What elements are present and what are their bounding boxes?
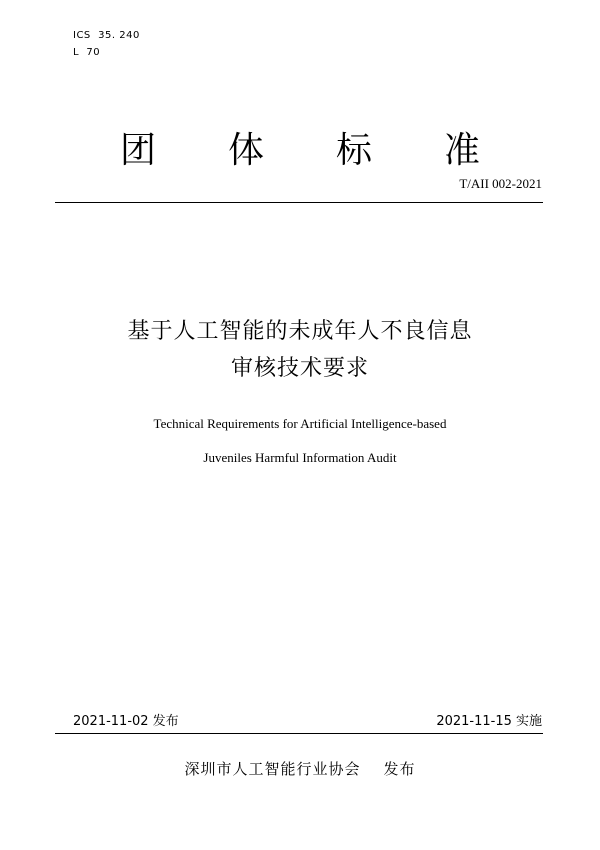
standard-type-heading — [120, 122, 480, 172]
heading-char-1: 团 — [120, 129, 157, 171]
english-title-line-1: Technical Requirements for Artificial Intelligence-based — [153, 416, 447, 431]
heading-char-2: 体 — [227, 129, 264, 171]
heading-char-4: 准 — [443, 129, 480, 171]
standard-number: T/AII 002-2021 — [459, 176, 542, 191]
english-title-line-2: Juveniles Harmful Information Audit — [203, 450, 397, 465]
implementation-date: 2021-11-15 实施 — [436, 714, 542, 729]
chinese-title-line-2: 审核技术要求 — [230, 356, 369, 381]
top-divider — [55, 202, 543, 203]
bottom-divider — [55, 733, 543, 734]
publisher-line: 深圳市人工智能行业协会 发布 — [184, 760, 416, 778]
heading-char-3: 标 — [335, 129, 372, 171]
ccs-code: L 70 — [73, 47, 101, 58]
chinese-title-line-1: 基于人工智能的未成年人不良信息 — [127, 319, 473, 344]
issue-date: 2021-11-02 发布 — [73, 714, 179, 729]
ics-code: ICS 35. 240 — [73, 30, 140, 41]
